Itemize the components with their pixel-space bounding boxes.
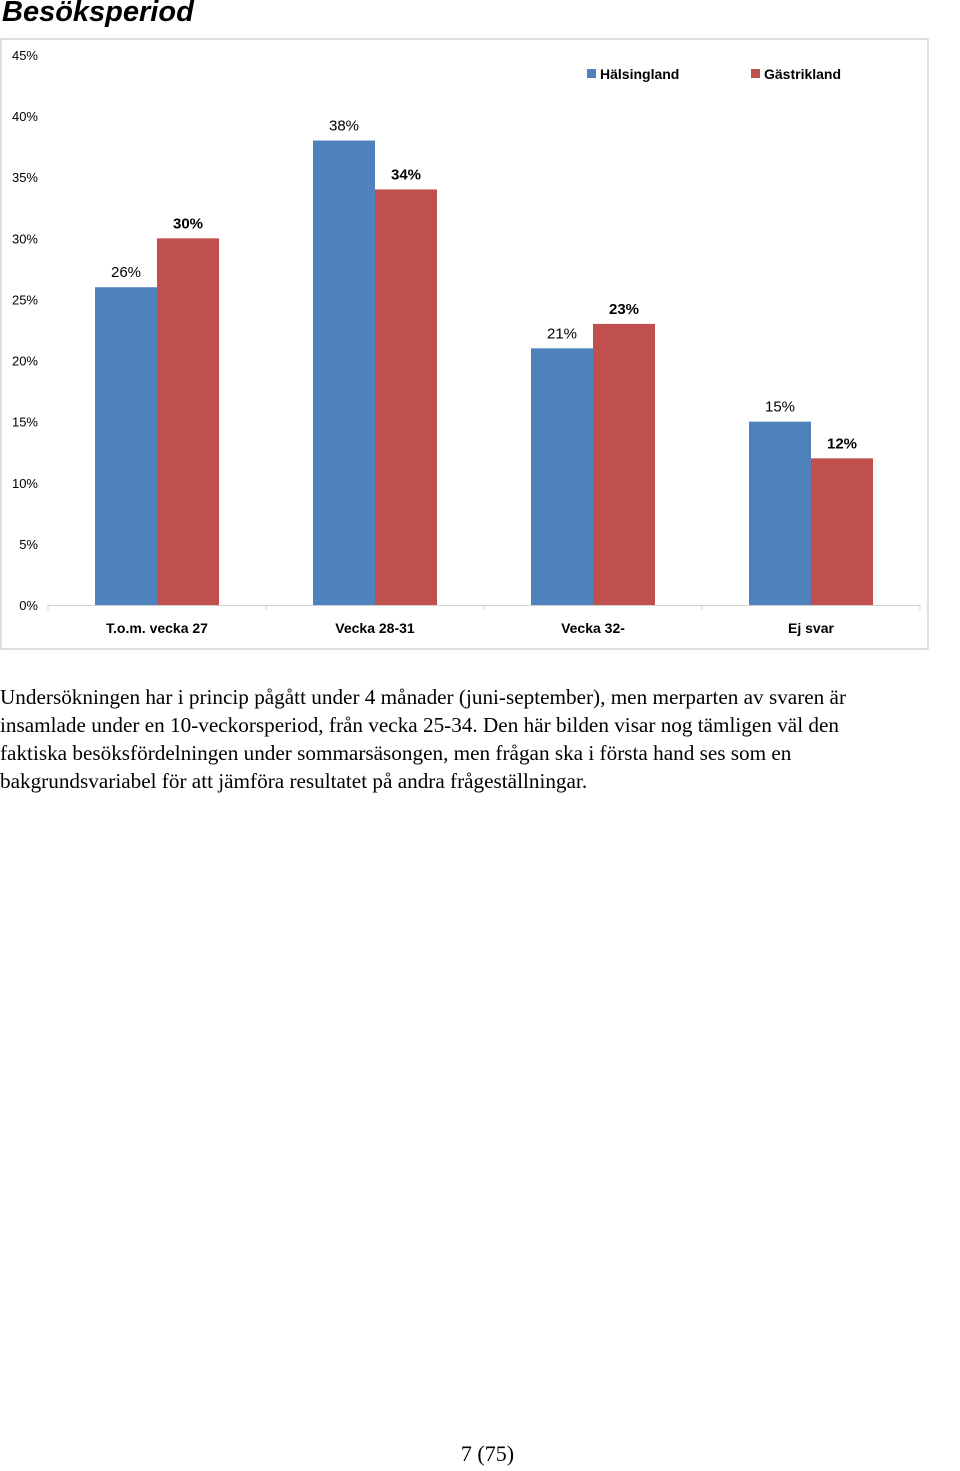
body-paragraph: Undersökningen har i princip pågått under 4 månader (juni-september), men merparten av svaren är insamlade under en 10-veckorsperiod, från vecka 25-34. Den här bilden visar nog tämligen väl den faktiska besöksfördelningen under sommarsäsongen, men frågan ska i första hand ses som en bakgrundsvariabel för att jämföra resultatet på andra frågeställningar. (0, 685, 846, 793)
bar (95, 287, 157, 605)
y-tick-label: 45% (11, 48, 38, 63)
bar-chart (0, 38, 929, 650)
bar (313, 141, 375, 605)
bar-chart-svg (0, 38, 929, 650)
bar (811, 458, 873, 605)
category-label: Vecka 28-31 (335, 620, 415, 636)
bar (157, 238, 219, 605)
data-label: 38% (328, 117, 360, 135)
category-label: Ej svar (788, 620, 834, 636)
data-label: 30% (172, 215, 204, 233)
y-tick-label: 25% (11, 292, 38, 308)
page-heading: Besöksperiod (2, 0, 194, 28)
data-label: 12% (826, 435, 858, 453)
category-label: Vecka 32- (561, 620, 625, 636)
bar (593, 324, 655, 605)
legend-swatch (751, 69, 760, 78)
legend-label: Gästrikland (764, 66, 842, 82)
y-tick-label: 5% (19, 536, 38, 552)
data-label: 34% (390, 166, 422, 184)
y-tick-label: 0% (19, 598, 38, 613)
y-tick-label: 40% (11, 109, 38, 125)
data-label: 21% (546, 325, 578, 343)
y-tick-label: 30% (11, 231, 38, 247)
data-label: 26% (110, 264, 142, 282)
bar (531, 348, 593, 605)
y-tick-label: 10% (11, 475, 38, 491)
bar (749, 422, 811, 605)
legend-swatch (587, 69, 596, 78)
page-number: 7 (75) (460, 1441, 515, 1466)
y-tick-label: 15% (11, 414, 38, 430)
bar (375, 189, 437, 605)
category-label: T.o.m. vecka 27 (106, 620, 208, 636)
data-label: 23% (608, 300, 640, 318)
y-tick-label: 20% (11, 353, 38, 369)
data-label: 15% (764, 398, 796, 416)
legend-label: Hälsingland (600, 66, 680, 82)
y-tick-label: 35% (11, 170, 38, 186)
